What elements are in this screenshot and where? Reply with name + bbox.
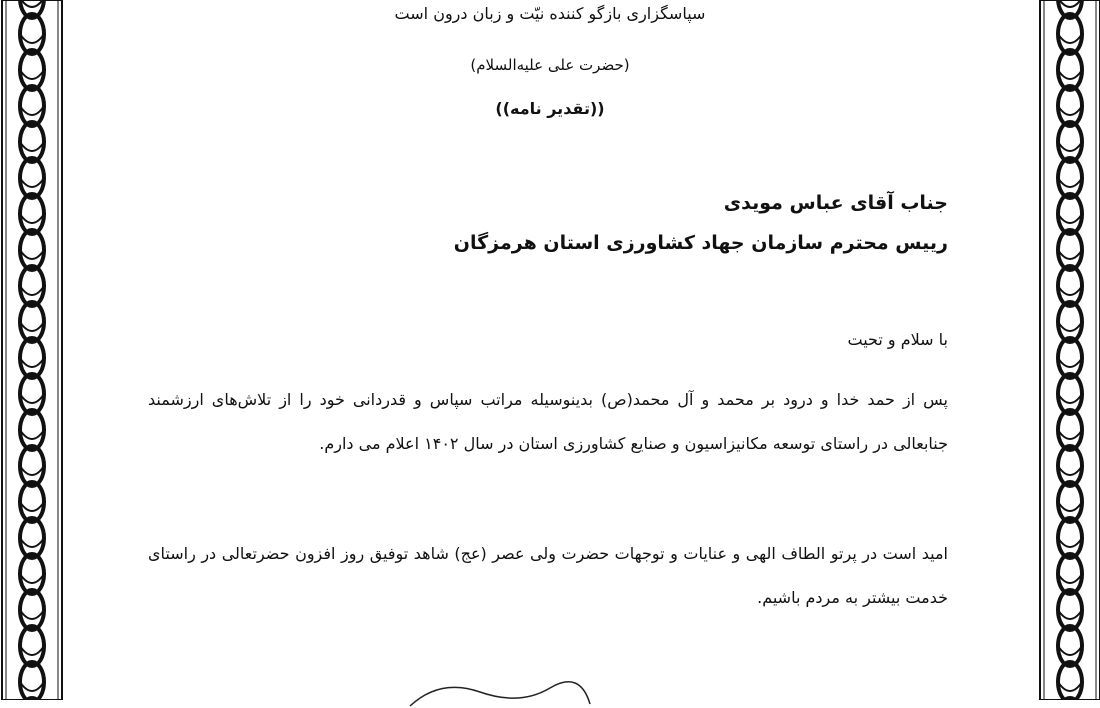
body-paragraph-1: پس از حمد خدا و درود بر محمد و آل محمد(ص) بدینوسیله مراتب سپاس و قدردانی خود را از تلاش‌های ارزشمند جنابعالی در راستای توسعه مکانیزاسیون و صنایع کشاورزی استان در سال ۱۴۰۲ اعلام می دارم. bbox=[148, 390, 948, 453]
header-quote: سپاسگزاری بازگو کننده نیّت و زبان درون است bbox=[394, 4, 706, 23]
decorative-border-right bbox=[1038, 0, 1100, 700]
recipient-name: جناب آقای عباس مویدی bbox=[723, 192, 948, 214]
decorative-border-left bbox=[0, 0, 64, 700]
chain-ornament bbox=[1058, 0, 1082, 700]
greeting: با سلام و تحیت bbox=[847, 330, 948, 349]
chain-ornament bbox=[20, 0, 44, 700]
body-paragraph-2: امید است در پرتو الطاف الهی و عنایات و توجهات حضرت ولی عصر (عج) شاهد توفیق روز افزون حضرتعالی در راستای خدمت بیشتر به مردم باشیم. bbox=[148, 544, 948, 607]
document-title: ((تقدیر نامه)) bbox=[495, 99, 605, 118]
letter-page bbox=[72, 0, 1028, 700]
recipient-position: رییس محترم سازمان جهاد کشاورزی استان هرمزگان bbox=[453, 232, 948, 254]
quote-attribution: (حضرت علی علیه‌السلام) bbox=[470, 56, 630, 74]
signature-stamp bbox=[400, 678, 600, 708]
